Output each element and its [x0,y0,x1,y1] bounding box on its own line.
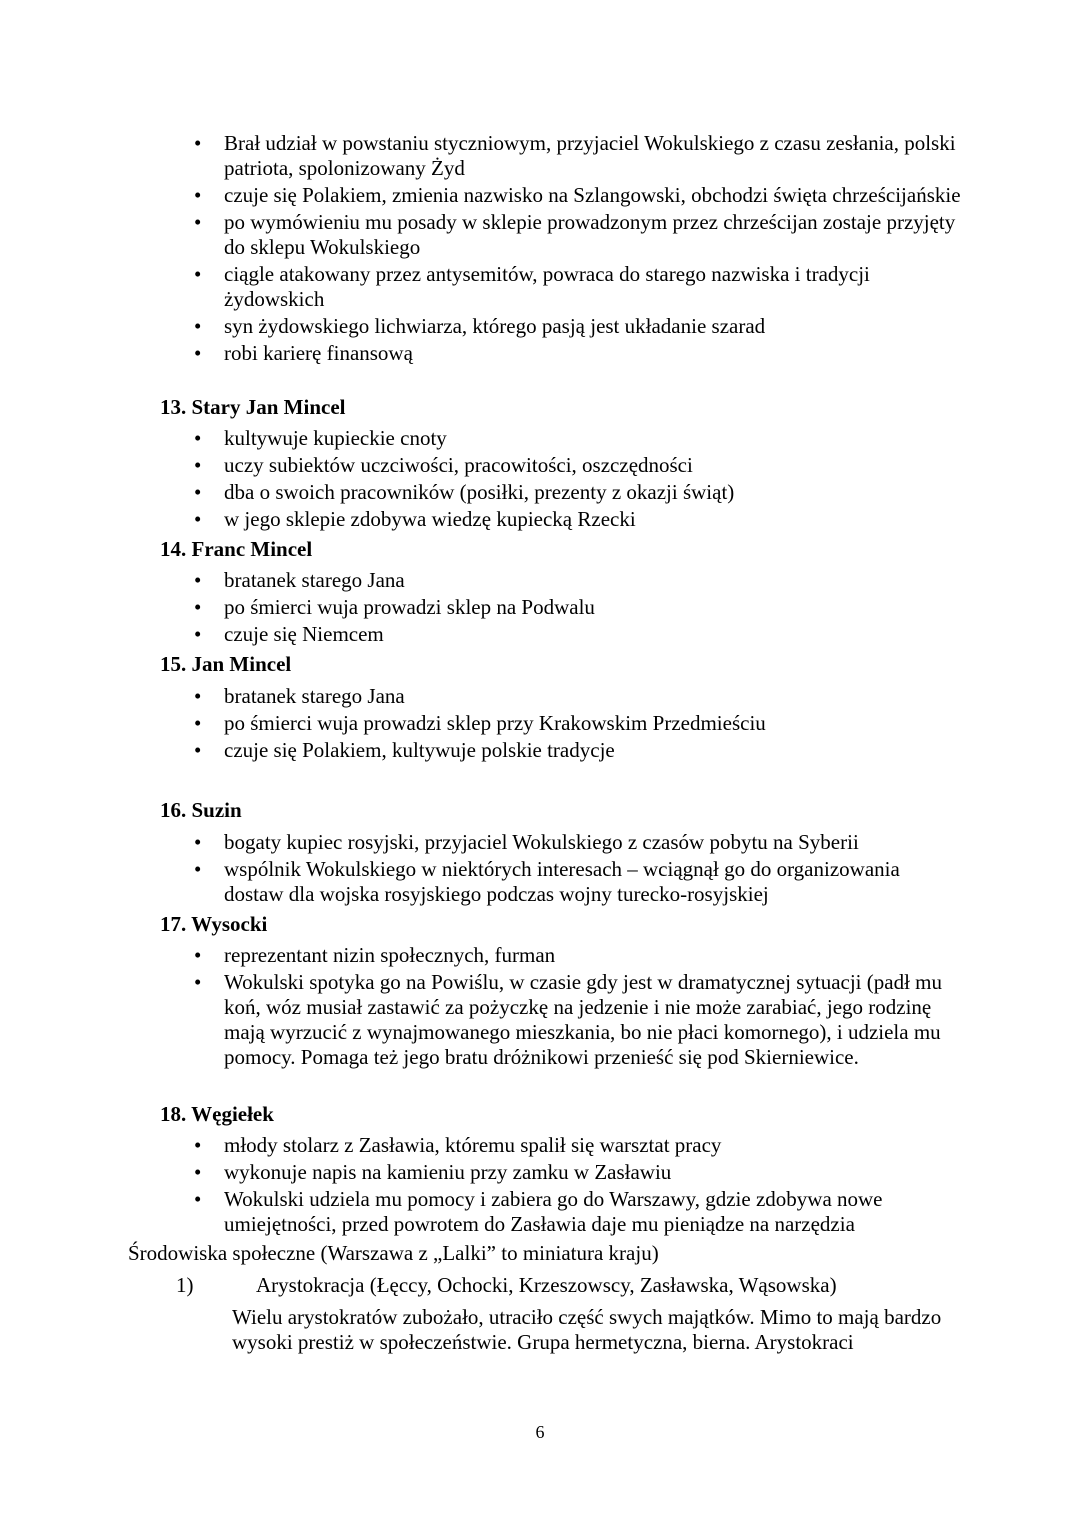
bullet-icon: • [194,453,202,477]
env-item-label: Arystokracja (Łęccy, Ochocki, Krzeszowscy, Zasławska, Wąsowska) [256,1273,837,1297]
bullet-icon: • [194,830,202,854]
bullet-icon: • [194,943,202,967]
list-item: • reprezentant nizin społecznych, furman [194,943,556,967]
intro-list [0,131,1080,368]
env-item-number: 1) [176,1273,194,1297]
section-heading: 13. Stary Jan Mincel [160,395,346,419]
bullet-icon: • [194,314,202,338]
bullet-icon: • [194,595,202,619]
section-list [0,426,1080,534]
page-number: 6 [535,1422,545,1442]
bullet-icon: • [194,210,202,234]
section-heading: 15. Jan Mincel [160,652,292,676]
list-item: • kultywuje kupieckie cnoty [194,426,447,450]
list-item: • po śmierci wuja prowadzi sklep na Podwalu [194,595,595,619]
bullet-icon: • [194,1133,202,1157]
env-item-paragraph: Wielu arystokratów zubożało, utraciło część swych majątków. Mimo to mają bardzo wysoki prestiż w społeczeństwie. Grupa hermetyczna, bierna. Arystokraci [232,1305,942,1354]
section-list [0,568,1080,649]
list-item: • Wokulski spotyka go na Powiślu, w czasie gdy jest w dramatycznej sytuacji (padł mu koń, wóz musiał zastawić za pożyczkę na jedzenie i nie może zarabiać, jego rodzinę mają wyrzucić z wynajmowanego mieszkania, bo nie płaci komornego), i udziela mu pomocy. Pomaga też jego bratu dróżnikowi przenieść się pod Skierniewice. [194,970,942,1069]
section-heading: 17. Wysocki [160,912,268,936]
bullet-icon: • [194,507,202,531]
list-item: • dba o swoich pracowników (posiłki, prezenty z okazji świąt) [194,480,735,504]
bullet-icon: • [194,426,202,450]
bullet-icon: • [194,568,202,592]
bullet-icon: • [194,341,202,365]
list-item: • ciągle atakowany przez antysemitów, powraca do starego nazwiska i tradycji żydowskich [194,262,870,311]
list-item: • w jego sklepie zdobywa wiedzę kupiecką Rzecki [194,507,636,531]
list-item: • bratanek starego Jana [194,684,405,708]
bullet-icon: • [194,857,202,881]
list-item: • czuje się Polakiem, kultywuje polskie tradycje [194,738,615,762]
list-item: • młody stolarz z Zasławia, któremu spalił się warsztat pracy [194,1133,722,1157]
list-item: • bogaty kupiec rosyjski, przyjaciel Wokulskiego z czasów pobytu na Syberii [194,830,859,854]
bullet-icon: • [194,480,202,504]
section-heading: 18. Węgiełek [160,1102,274,1126]
section-list [0,1133,1080,1239]
bullet-icon: • [194,711,202,735]
bullet-icon: • [194,1160,202,1184]
list-item: • po śmierci wuja prowadzi sklep przy Krakowskim Przedmieściu [194,711,766,735]
list-item: • wykonuje napis na kamieniu przy zamku w Zasławiu [194,1160,672,1184]
list-item: • bratanek starego Jana [194,568,405,592]
section-heading: 16. Suzin [160,798,242,822]
list-item: • czuje się Niemcem [194,622,384,646]
bullet-icon: • [194,622,202,646]
list-item: • uczy subiektów uczciwości, pracowitości, oszczędności [194,453,693,477]
environments-title: Środowiska społeczne (Warszawa z „Lalki” to miniatura kraju) [128,1241,659,1265]
bullet-icon: • [194,738,202,762]
list-item: • Wokulski udziela mu pomocy i zabiera go do Warszawy, gdzie zdobywa nowe umiejętności, przed powrotem do Zasławia daje mu pieniądze na narzędzia [194,1187,883,1236]
section-list [0,684,1080,765]
bullet-icon: • [194,183,202,207]
bullet-icon: • [194,131,202,155]
list-item: • po wymówieniu mu posady w sklepie prowadzonym przez chrześcijan zostaje przyjęty do sklepu Wokulskiego [194,210,956,259]
bullet-icon: • [194,684,202,708]
list-item: • Brał udział w powstaniu styczniowym, przyjaciel Wokulskiego z czasu zesłania, polski patriota, spolonizowany Żyd [194,131,956,180]
bullet-icon: • [194,262,202,286]
list-item: • czuje się Polakiem, zmienia nazwisko na Szlangowski, obchodzi święta chrześcijańskie [194,183,961,207]
section-list [0,830,1080,909]
section-list [0,943,1080,1072]
bullet-icon: • [194,1187,202,1211]
bullet-icon: • [194,970,202,994]
list-item: • robi karierę finansową [194,341,413,365]
list-item: • wspólnik Wokulskiego w niektórych interesach – wciągnął go do organizowania dostaw dla wojska rosyjskiego podczas wojny turecko-rosyjskiej [194,857,900,906]
list-item: • syn żydowskiego lichwiarza, którego pasją jest układanie szarad [194,314,766,338]
section-heading: 14. Franc Mincel [160,537,313,561]
